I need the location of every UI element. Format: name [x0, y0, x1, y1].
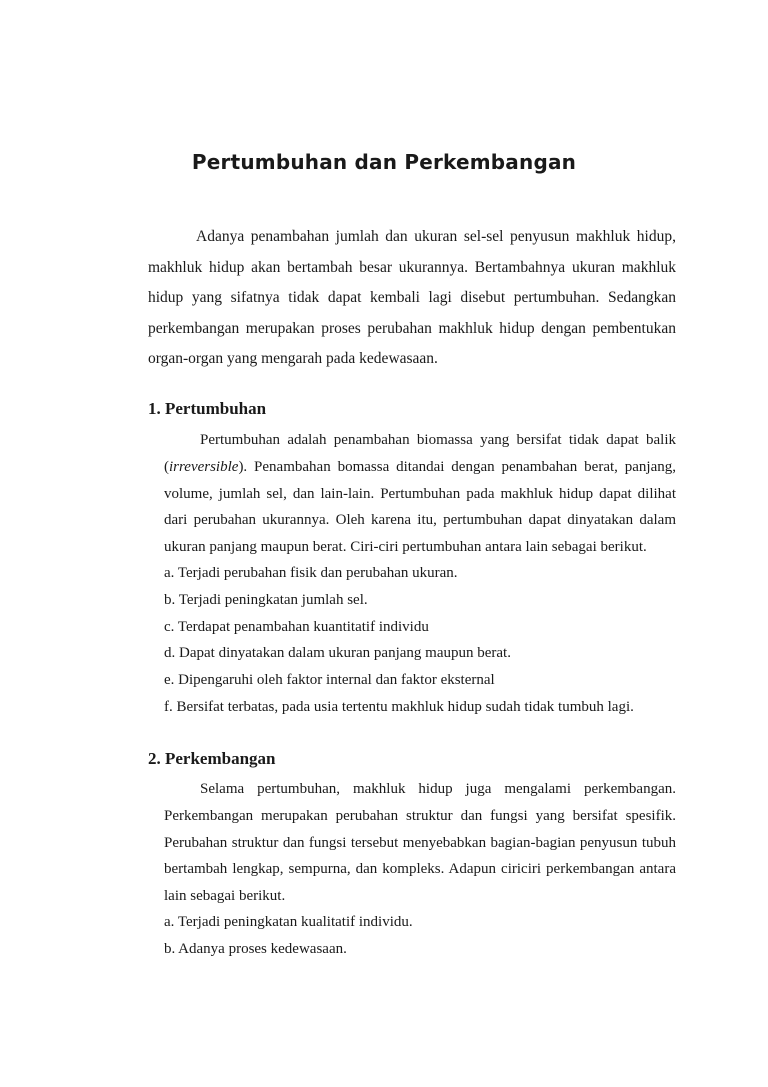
page-title: Pertumbuhan dan Perkembangan [191, 150, 577, 174]
list-item: a. Terjadi perubahan fisik dan perubahan ukuran. [164, 565, 458, 581]
pertumbuhan-paragraph-end: ). Penambahan bomassa ditandai dengan penambahan berat, panjang, volume, jumlah sel, dan lain-lain. Pertumbuhan pada makhluk hidup dapat dilihat dari perubahan ukurannya. Oleh karena itu, pertumbuhan dapat dinyatakan dalam ukuran panjang maupun berat. Ciri-ciri pertumbuhan antara lain sebagai berikut. [164, 458, 676, 556]
list-item: a. Terjadi peningkatan kualitatif individu. [164, 914, 413, 930]
section-heading-perkembangan: 2. Perkembangan [148, 749, 276, 768]
list-item: f. Bersifat terbatas, pada usia tertentu makhluk hidup sudah tidak tumbuh lagi. [164, 698, 634, 715]
pertumbuhan-paragraph-italic-term: irreversible [169, 458, 239, 475]
pertumbuhan-paragraph [164, 427, 676, 561]
list-item: e. Dipengaruhi oleh faktor internal dan faktor eksternal [164, 672, 495, 689]
list-item: d. Dapat dinyatakan dalam ukuran panjang maupun berat. [164, 645, 511, 662]
section-heading-pertumbuhan: 1. Pertumbuhan [148, 399, 267, 418]
pertumbuhan-characteristics-list [164, 560, 684, 721]
list-item: b. Terjadi peningkatan jumlah sel. [164, 591, 368, 608]
perkembangan-paragraph: Selama pertumbuhan, makhluk hidup juga mengalami perkembangan. Perkembangan merupakan perubahan struktur dan fungsi yang bersifat spesifik. Perubahan struktur dan fungsi tersebut menyebabkan bagian-bagian penyusun tubuh bertambah lengkap, sempurna, dan kompleks. Adapun ciriciri perkembangan antara lain sebagai berikut. [164, 781, 676, 905]
list-item: b. Adanya proses kedewasaan. [164, 940, 347, 957]
intro-paragraph: Adanya penambahan jumlah dan ukuran sel-sel penyusun makhluk hidup, makhluk hidup akan bertambah besar ukurannya. Bertambahnya ukuran makhluk hidup yang sifatnya tidak dapat kembali lagi disebut pertumbuhan. Sedangkan perkembangan merupakan proses perubahan makhluk hidup dengan pembentukan organ-organ yang mengarah pada kedewasaan. [148, 228, 676, 367]
pertumbuhan-paragraph-start: Pertumbuhan adalah penambahan biomassa yang bersifat tidak dapat balik ( [164, 432, 676, 475]
perkembangan-characteristics-list [164, 909, 684, 963]
list-item: c. Terdapat penambahan kuantitatif individu [164, 618, 429, 635]
